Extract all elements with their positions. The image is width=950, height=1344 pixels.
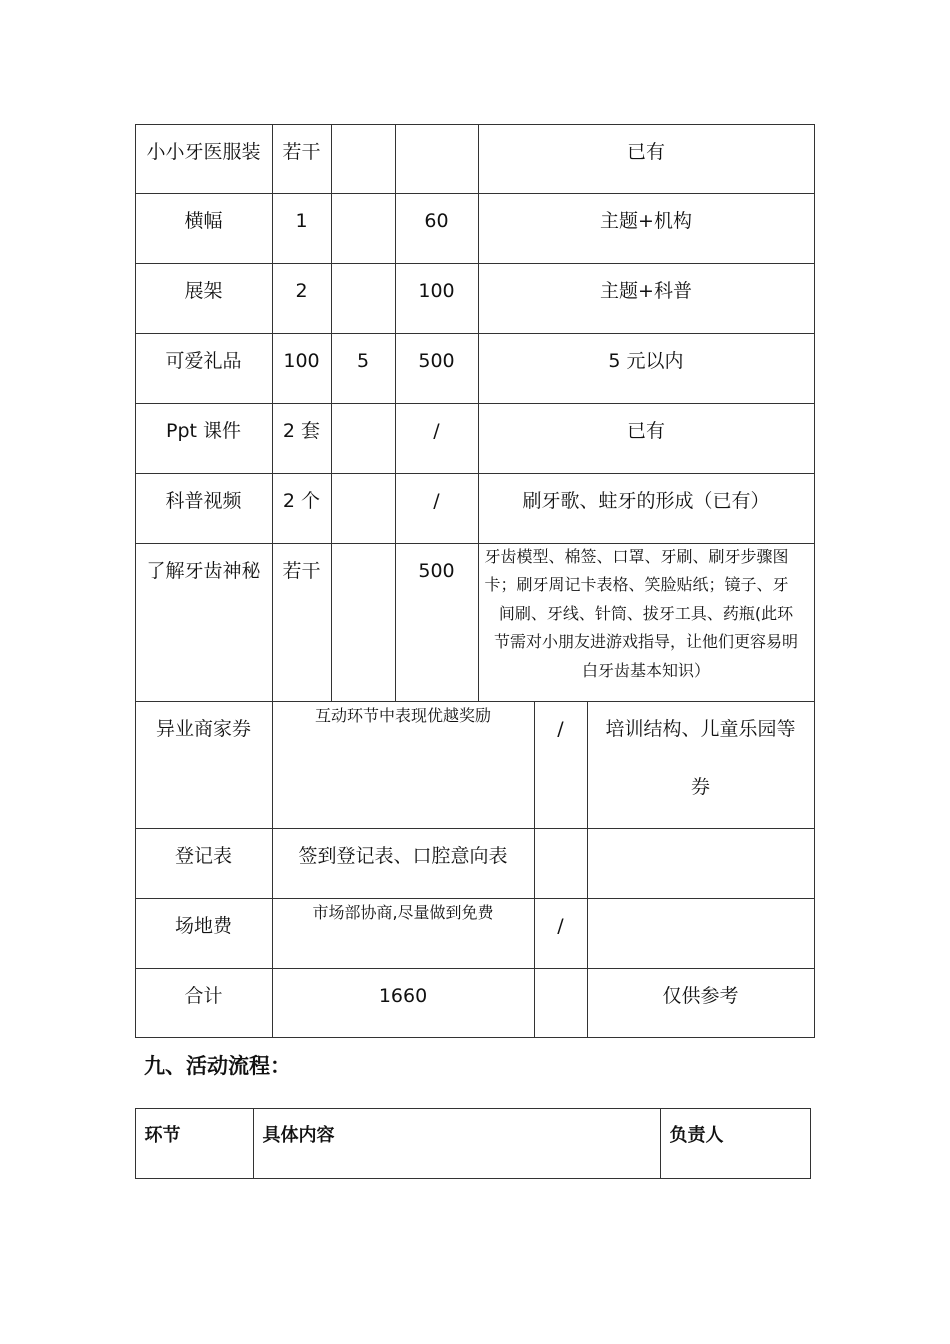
table-cell xyxy=(478,124,815,194)
header-label: 环节 xyxy=(144,1124,181,1146)
table-cell xyxy=(534,898,588,969)
table-cell xyxy=(395,403,479,474)
table-cell xyxy=(395,543,479,702)
item-total: 500 xyxy=(418,349,455,372)
item-qty: 100 xyxy=(283,349,320,372)
budget-table xyxy=(135,124,815,1038)
item-total: / xyxy=(433,489,440,512)
table-cell xyxy=(331,333,396,404)
table-cell xyxy=(331,473,396,544)
item-name: 展架 xyxy=(184,279,223,302)
item-note-paragraph xyxy=(479,543,814,686)
section-heading: 九、活动流程： xyxy=(144,1054,291,1078)
table-cell xyxy=(587,828,815,899)
item-name: 登记表 xyxy=(174,844,232,867)
header-label: 具体内容 xyxy=(262,1124,335,1146)
note-line: 白牙齿基本知识） xyxy=(581,660,710,680)
table-cell xyxy=(478,333,815,404)
table-cell xyxy=(272,124,332,194)
item-name: 异业商家券 xyxy=(155,717,251,740)
item-note: 已有 xyxy=(626,419,665,442)
note-line: 卡；刷牙周记卡表格、笑脸贴纸；镜子、牙 xyxy=(484,575,789,594)
table-cell xyxy=(272,333,332,404)
item-name: 可爱礼品 xyxy=(165,349,242,372)
table-cell xyxy=(272,403,332,474)
item-note: 仅供参考 xyxy=(662,984,739,1007)
item-name: 横幅 xyxy=(184,209,223,232)
item-desc: 市场部协商,尽量做到免费 xyxy=(312,902,494,922)
table-cell xyxy=(331,543,396,702)
table-cell xyxy=(478,403,815,474)
item-desc: 签到登记表、口腔意向表 xyxy=(298,844,508,867)
table-header-cell xyxy=(660,1108,811,1179)
table-cell xyxy=(587,968,815,1038)
item-note: 券 xyxy=(690,775,710,798)
table-cell xyxy=(135,333,273,404)
item-name: 场地费 xyxy=(174,914,232,937)
item-qty: 2 xyxy=(295,279,308,302)
table-cell xyxy=(478,263,815,334)
table-cell xyxy=(272,543,332,702)
table-cell xyxy=(331,124,396,194)
item-qty: 若干 xyxy=(282,559,321,582)
table-cell xyxy=(331,263,396,334)
table-cell xyxy=(331,193,396,264)
table-cell xyxy=(534,828,588,899)
item-name: 了解牙齿神秘 xyxy=(146,559,261,582)
item-mark: / xyxy=(557,914,564,937)
table-cell xyxy=(587,701,815,829)
item-qty: 2 个 xyxy=(282,489,321,512)
item-qty: 1 xyxy=(295,209,308,232)
item-price: 5 xyxy=(356,349,370,372)
table-cell xyxy=(135,543,273,702)
total-amount: 1660 xyxy=(378,984,428,1007)
table-cell xyxy=(331,403,396,474)
item-desc: 互动环节中表现优越奖励 xyxy=(314,705,491,725)
item-qty: 2 套 xyxy=(282,419,321,442)
table-cell xyxy=(478,193,815,264)
header-label: 负责人 xyxy=(669,1124,724,1146)
table-cell xyxy=(135,263,273,334)
table-cell xyxy=(272,828,535,899)
note-line: 牙齿模型、棉签、口罩、牙刷、刷牙步骤图 xyxy=(484,546,789,566)
item-total: 100 xyxy=(418,279,455,302)
item-qty: 若干 xyxy=(282,140,321,163)
table-cell xyxy=(395,124,479,194)
table-cell xyxy=(272,701,535,829)
table-cell xyxy=(272,968,535,1038)
item-note: 主题+科普 xyxy=(600,279,692,302)
table-cell xyxy=(272,473,332,544)
table-cell xyxy=(272,193,332,264)
item-note: 主题+机构 xyxy=(600,209,692,232)
table-cell xyxy=(135,968,273,1038)
table-cell xyxy=(395,473,479,544)
table-cell xyxy=(395,193,479,264)
item-total: / xyxy=(433,419,440,442)
table-header-cell xyxy=(253,1108,661,1179)
item-total: 500 xyxy=(418,559,455,582)
table-cell xyxy=(534,701,588,829)
flow-table xyxy=(135,1108,811,1179)
table-cell xyxy=(395,263,479,334)
table-cell xyxy=(135,193,273,264)
item-note: 已有 xyxy=(626,140,665,163)
item-mark: / xyxy=(557,717,564,740)
table-cell xyxy=(272,898,535,969)
item-name: 合计 xyxy=(184,984,223,1007)
table-cell xyxy=(478,473,815,544)
table-cell xyxy=(135,124,273,194)
table-cell xyxy=(395,333,479,404)
table-cell xyxy=(478,543,815,702)
item-note: 刷牙歌、蛀牙的形成（已有） xyxy=(522,489,770,512)
table-cell xyxy=(135,473,273,544)
table-cell xyxy=(135,898,273,969)
item-name: Ppt 课件 xyxy=(165,419,241,442)
note-line: 节需对小朋友进游戏指导，让他们更容易明 xyxy=(493,632,798,651)
item-name: 科普视频 xyxy=(165,489,242,512)
table-cell xyxy=(587,898,815,969)
item-total: 60 xyxy=(424,209,449,232)
note-line: 间刷、牙线、针筒、拔牙工具、药瓶(此环 xyxy=(498,603,794,623)
table-header-cell xyxy=(135,1108,254,1179)
table-cell xyxy=(135,701,273,829)
table-cell xyxy=(135,828,273,899)
item-note: 5 元以内 xyxy=(608,349,684,372)
item-name: 小小牙医服装 xyxy=(146,140,261,163)
table-cell xyxy=(135,403,273,474)
table-cell xyxy=(272,263,332,334)
item-note: 培训结构、儿童乐园等 xyxy=(605,717,796,740)
table-cell xyxy=(534,968,588,1038)
